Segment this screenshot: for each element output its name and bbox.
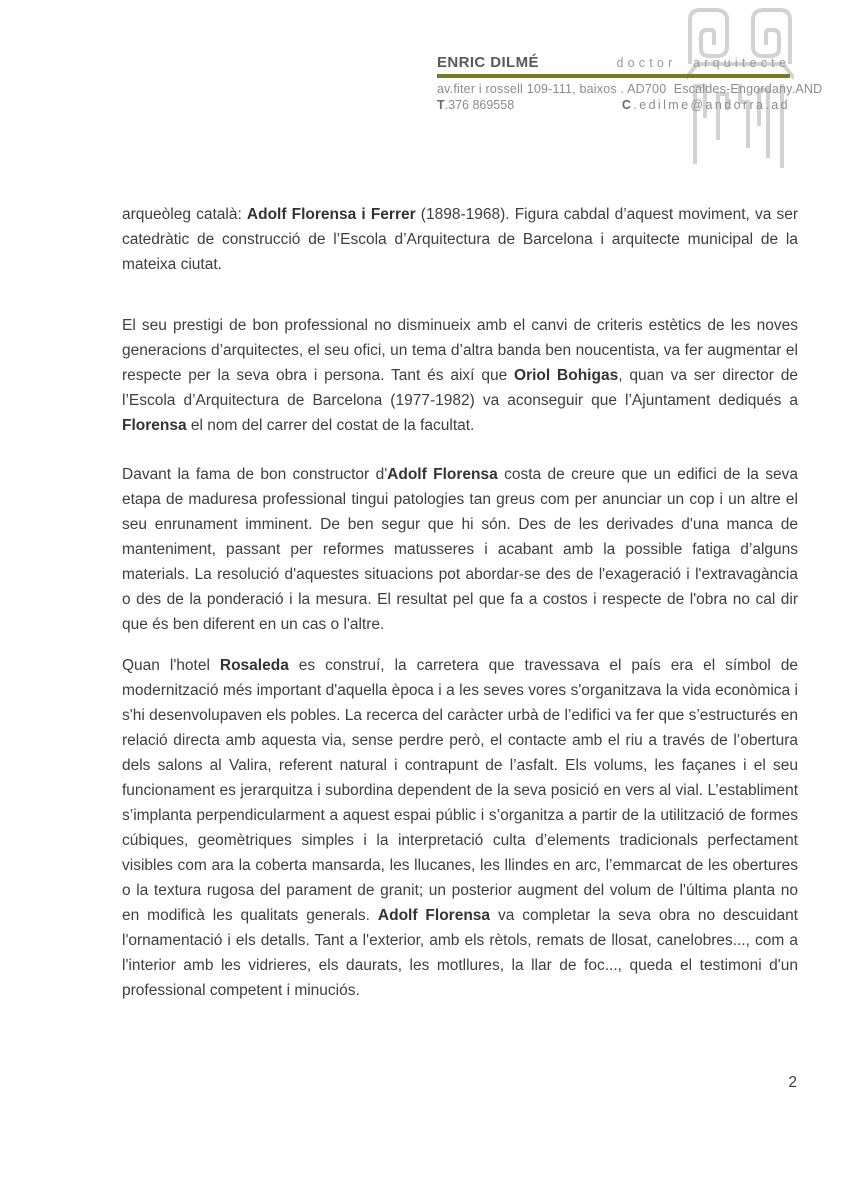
letterhead <box>437 54 823 112</box>
email <box>622 98 790 112</box>
architect-title: doctor arquitecte <box>616 56 790 70</box>
address-line: av.fiter i rossell 109-111, baixos . AD700 Escaldes-Engordany.AND <box>437 82 823 96</box>
contact-row <box>437 98 790 112</box>
paragraph-2: El seu prestigi de bon professional no disminueix amb el canvi de criteris estètics de les noves generacions d’arquitectes, el seu ofici, un tema d’altra banda ben noucentista, va fer augmentar el respecte per la seva obra i persona. Tant és així que Oriol Bohigas, quan va ser director de l’Escola d’Arquitectura de Barcelona (1977-1982) va aconseguir que l’Ajuntament dediqués a Florensa el nom del carrer del costat de la facultat. <box>122 317 798 434</box>
phone-number: .376 869558 <box>444 98 515 112</box>
email-prefix: C <box>621 98 634 112</box>
document-body <box>122 202 798 1003</box>
paragraph-3: Davant la fama de bon constructor d'Adolf Florensa costa de creure que un edifici de la seva etapa de maduresa professional tingui patologies tan greus com per anunciar un cop i un altre el seu enrunament imminent. De ben segur que hi són. Des de les derivades d'una manca de manteniment, passant per reformes matusseres i acabant amb la possible fatiga d’alguns materials. La resolució d'aquestes situacions pot abordar-se des de l'exageració i l'extravagància o des de la ponderació i la mesura. El resultat pel que fa a costos i respecte de l'obra no cal dir que és ben diferent en un cas o l'altre. <box>122 466 798 633</box>
page-number: 2 <box>788 1074 797 1091</box>
phone-prefix: T <box>437 98 445 112</box>
header-rule <box>437 74 790 78</box>
architect-name: ENRIC DILMÉ <box>437 54 539 71</box>
phone <box>437 98 514 112</box>
paragraph-1: arqueòleg català: Adolf Florensa i Ferrer (1898-1968). Figura cabdal d’aquest moviment, va ser catedràtic de construcció de l’Escola d’Arquitectura de Barcelona i arquitecte municipal de la mateixa ciutat. <box>122 206 799 273</box>
paragraph-4: Quan l'hotel Rosaleda es construí, la carretera que travessava el país era el símbol de modernització més important d'aquella època i a les seves vores s'organitzava la vida econòmica i s'hi desenvolupaven els pobles. La recerca del caràcter urbà de l’edifici va fer que s’estructurés en relació directa amb aquesta via, sense perdre però, el contacte amb el riu a través de l’obertura dels salons al Valira, referent natural i contrapunt de l’asfalt. Els volums, les façanes i el seu funcionament es jerarquitza i subordina dependent de la seva posició en vers al vial. L’establiment s’implanta perpendicularment a aquest espai públic i s’organitza a partir de la utilització de formes cúbiques, geomètriques simples i la interpretació culta d’elements tradicionals perfectament visibles com ara la coberta mansarda, les llucanes, les llindes en arc, l’emmarcat de les obertures o la textura rugosa del parament de granit; un posterior augment del volum de l'última planta no en modificà les qualitats generals. Adolf Florensa va completar la seva obra no descuidant l'ornamentació i els detalls. Tant a l'exterior, amb els rètols, remats de llosat, canelobres..., com a l'interior amb les vidrieres, els daurats, les motllures, la llar de foc..., queda el testimoni d'un professional competent i minuciós. <box>122 657 798 999</box>
email-address: .edilme@andorra.ad <box>633 98 790 112</box>
